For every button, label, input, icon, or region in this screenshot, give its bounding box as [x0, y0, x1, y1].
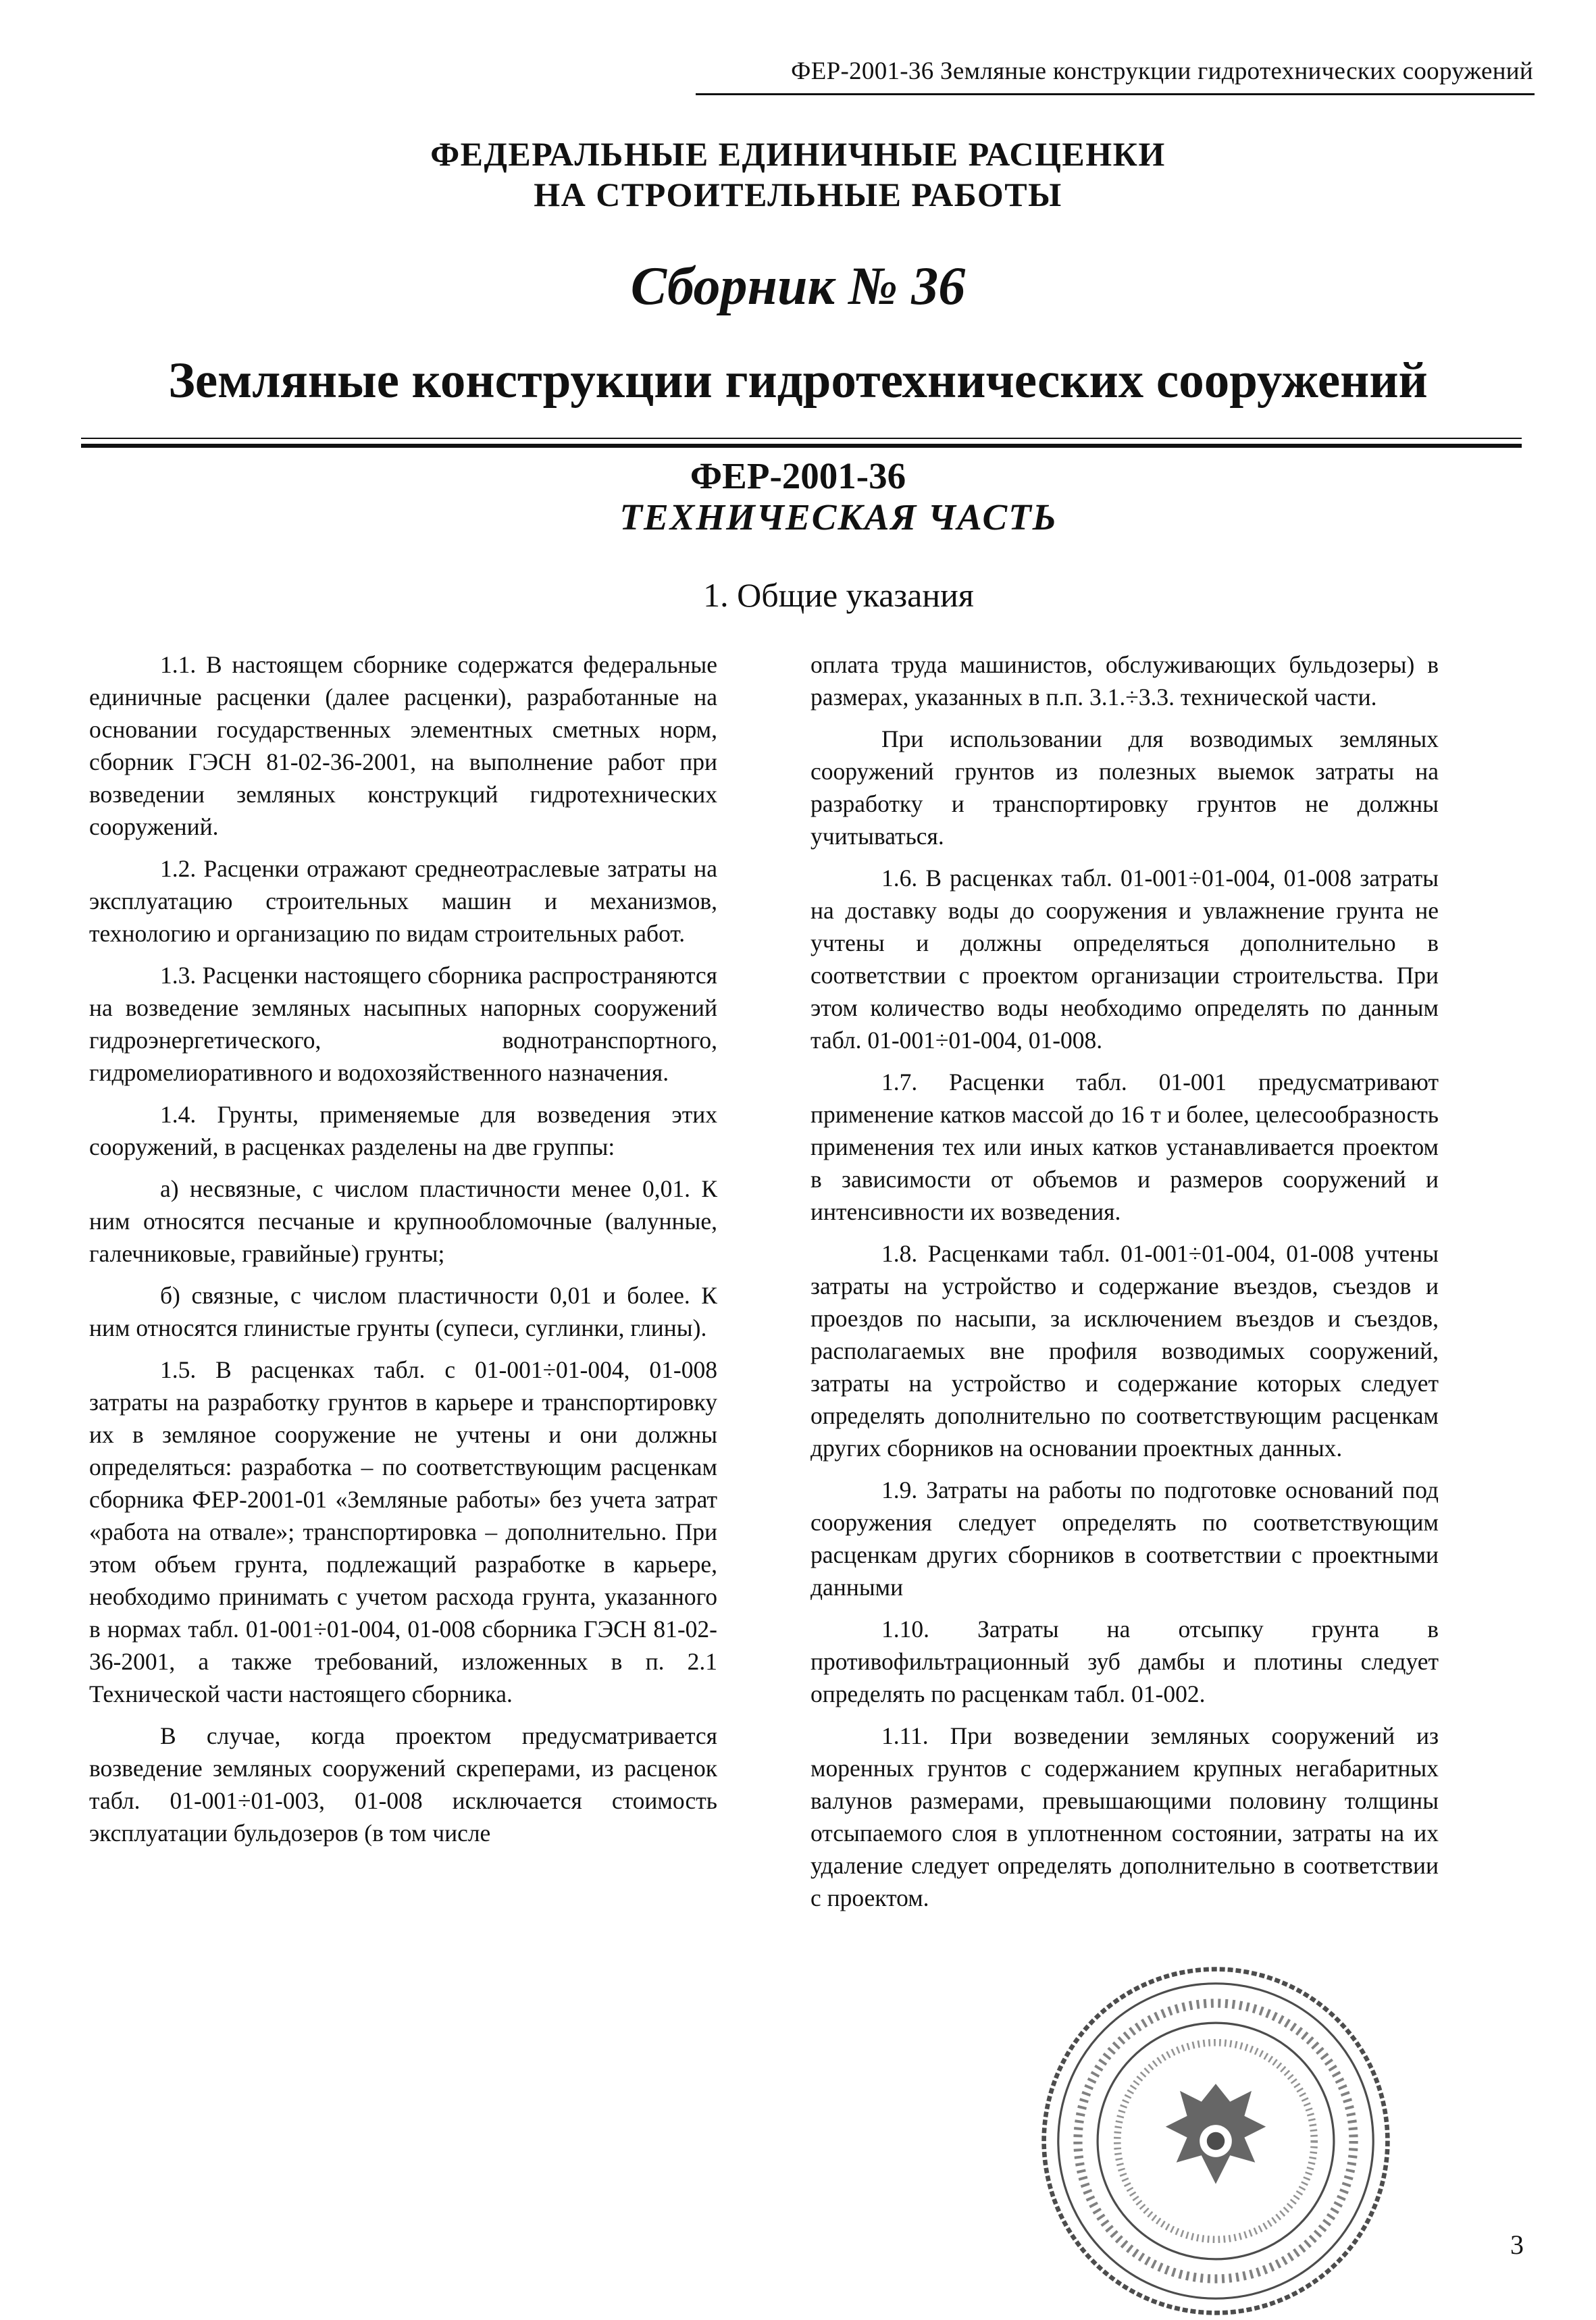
paragraph: 1.1. В настоящем сборнике содержатся федеральные единичные расценки (далее расценки), разработанные на основании государственных элементных сметных норм, сборник ГЭСН 81-02-36-2001, на выполнение работ при возведении земляных конструкций гидротехнических сооружений. [89, 651, 717, 840]
right-column [810, 648, 1439, 1924]
paragraph: 1.7. Расценки табл. 01-001 предусматривают применение катков массой до 16 т и более, целесообразность применения тех или иных катков устанавливается проектом в зависимости от объемов и размеров сооружений и интенсивности их возведения. [810, 1068, 1439, 1225]
paragraph: 1.6. В расценках табл. 01-001÷01-004, 01-008 затраты на доставку воды до сооружения и увлажнение грунта не учтены и должны определяться дополнительно в соответствии с проектом организации строительства. При этом количество воды необходимо определять по данным табл. 01-001÷01-004, 01-008. [810, 865, 1439, 1054]
paragraph: При использовании для возводимых земляных сооружений грунтов из полезных выемок затраты на разработку и транспортировку грунтов не должны учитываться. [810, 725, 1439, 850]
paragraph: 1.5. В расценках табл. с 01-001÷01-004, 01-008 затраты на разработку грунтов в карьере и транспортировку их в земляное сооружение не учтены и они должны определяться: разработка – по соответствующим расценкам сборника ФЕР-2001-01 «Земляные работы» без учета затрат «работа на отвале»; транспортировка – дополнительно. При этом объем грунта, подлежащий разработке в карьере, необходимо принимать с учетом расхода грунта, указанного в нормах табл. 01-001÷01-004, 01-008 сборника ГЭСН 81-02-36-2001, а также требований, изложенных в п. 2.1 Технической части настоящего сборника. [89, 1356, 717, 1707]
paragraph: 1.10. Затраты на отсыпку грунта в противофильтрационный зуб дамбы и плотины следует определять по расценкам табл. 01-002. [810, 1616, 1439, 1707]
paragraph: В случае, когда проектом предусматривается возведение земляных сооружений скреперами, из расценок табл. 01-001÷01-003, 01-008 исключается стоимость эксплуатации бульдозеров (в том числе [89, 1722, 717, 1847]
section-title: 1. Общие указания [703, 576, 974, 614]
paragraph: 1.9. Затраты на работы по подготовке оснований под сооружения следует определять по соответствующим расценкам других сборников в соответствии с проектными данными [810, 1476, 1439, 1601]
collection-name: Земляные конструкции гидротехнических сооружений [168, 353, 1428, 409]
paragraph: 1.11. При возведении земляных сооружений из моренных грунтов с содержанием крупных негабаритных валунов размерами, превышающими половину толщины отсыпаемого слоя в уплотненном состоянии, затраты на их удаление следует определять дополнительно в соответствии с проектом. [810, 1722, 1439, 1911]
paragraph: а) несвязные, с числом пластичности менее 0,01. К ним относятся песчаные и крупнообломочные (валунные, галечниковые, гравийные) грунты; [89, 1175, 717, 1267]
paragraph: 1.4. Грунты, применяемые для возведения этих сооружений, в расценках разделены на две группы: [89, 1101, 717, 1160]
left-column [89, 648, 717, 1859]
running-header: ФЕР-2001-36 Земляные конструкции гидротехнических сооружений [791, 57, 1533, 85]
paragraph-continuation: оплата труда машинистов, обслуживающих бульдозеры) в размерах, указанных в п.п. 3.1.÷3.3. технической части. [810, 651, 1439, 711]
title-rule-thick [81, 444, 1522, 448]
header-rule [696, 93, 1535, 95]
paragraph: 1.3. Расценки настоящего сборника распространяются на возведение земляных насыпных напорных сооружений гидроэнергетического, воднотранспортного, гидромелиоративного и водохозяйственного назначения. [89, 962, 717, 1086]
part-title: ТЕХНИЧЕСКАЯ ЧАСТЬ [619, 496, 1058, 538]
paragraph: 1.8. Расценками табл. 01-001÷01-004, 01-008 учтены затраты на устройство и содержание въездов, съездов и проездов по насыпи, за исключением въездов и съездов, располагаемых вне профиля возводимых сооружений, затраты на устройство и содержание которых следует определять дополнительно по соответствующим расценкам других сборников на основании проектных данных. [810, 1240, 1439, 1462]
title-line-1: ФЕДЕРАЛЬНЫЕ ЕДИНИЧНЫЕ РАСЦЕНКИ [430, 135, 1166, 173]
page-number: 3 [1510, 2229, 1524, 2260]
document-code: ФЕР-2001-36 [690, 455, 906, 496]
paragraph: б) связные, с числом пластичности 0,01 и более. К ним относятся глинистые грунты (супеси, суглинки, глины). [89, 1282, 717, 1341]
paragraph: 1.2. Расценки отражают среднеотраслевые затраты на эксплуатацию строительных машин и механизмов, технологию и организацию по видам строительных работ. [89, 855, 717, 947]
title-line-2: НА СТРОИТЕЛЬНЫЕ РАБОТЫ [534, 176, 1062, 213]
official-seal-icon [1037, 1962, 1395, 2320]
collection-number: Сборник № 36 [630, 257, 966, 316]
title-rule-thin [81, 438, 1522, 439]
